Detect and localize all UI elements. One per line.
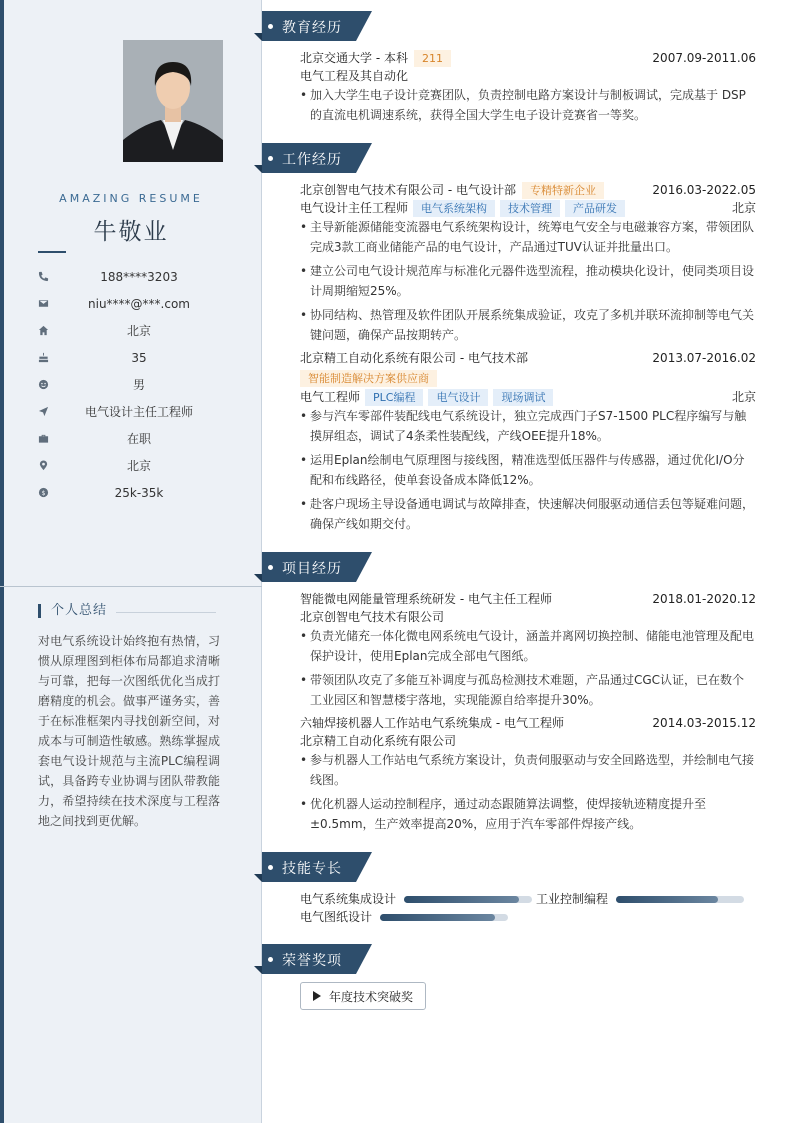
info-gender <box>38 371 238 398</box>
job-2-bullet: • 参与汽车零部件装配线电气系统设计，独立完成西门子S7-1500 PLC程序编写与触摸屏组态，调试了4条柔性装配线，产线OEE提升18%。 <box>300 406 756 446</box>
info-salary <box>38 479 238 506</box>
job-1-city: 北京 <box>731 201 756 215</box>
email-value: niu****@***.com <box>88 296 190 311</box>
project-1-period: 2018.01-2020.12 <box>652 592 756 606</box>
job-2-company: 北京精工自动化系统有限公司 - 电气技术部 <box>300 351 528 365</box>
project-1-bullet: • 带领团队攻克了多能互补调度与孤岛检测技术难题，产品通过CGC认证，已在数个工业园区和智慧楼宇落地，实现能源自给率提升30%。 <box>300 670 756 710</box>
skill-item <box>300 890 532 908</box>
project-1-company: 北京创智电气技术有限公司 <box>300 610 445 624</box>
summary-text: 对电气系统设计始终抱有热情，习惯从原理图到柜体布局都追求清晰与可靠，把每一次图纸优化当成打磨精度的机会。做事严谨务实，善于在标准框架内寻找创新空间，对成本与可制造性敏感。熟练掌握成套电气设计规范与主流PLC编程调试，具备跨专业协调与团队带教能力，希望持续在技术深度与工程落地之间找到更优解。 <box>38 634 220 828</box>
project-2-company: 北京精工自动化系统有限公司 <box>300 734 457 748</box>
summary-heading: 个人总结 <box>38 604 107 618</box>
skill-level-bar <box>616 896 744 903</box>
job-1-tag: 产品研发 <box>565 200 625 217</box>
job-2-tag-row <box>300 370 756 387</box>
project-2-title-row <box>300 714 756 732</box>
job-2-bullet: • 赴客户现场主导设备通电调试与故障排查，快速解决伺服驱动通信丢包等疑难问题，确保产线如期交付。 <box>300 494 756 534</box>
job-2-bullet: • 运用Eplan绘制电气原理图与接线图，精准选型低压器件与传感器，通过优化I/O分配和布线路径，使单套设备成本降低12%。 <box>300 450 756 490</box>
age-value: 35 <box>131 350 147 365</box>
skill-item <box>300 908 508 926</box>
education-school-row <box>300 49 756 67</box>
section-projects-title: 项目经历 <box>282 561 342 577</box>
job-status-value: 在职 <box>126 432 151 446</box>
job-1-company: 北京创智电气技术有限公司 - 电气设计部 <box>300 183 516 197</box>
info-target-position <box>38 398 238 425</box>
skill-name: 电气系统集成设计 <box>300 892 397 906</box>
svg-text:$: $ <box>41 488 46 497</box>
info-phone <box>38 263 238 290</box>
sidebar <box>0 0 262 1123</box>
job-2-company-row <box>300 349 756 367</box>
profile-photo <box>123 40 223 162</box>
contact-info-list <box>38 263 238 506</box>
sidebar-divider <box>0 586 262 587</box>
job-1-period: 2016.03-2022.05 <box>652 183 756 197</box>
section-work-header <box>254 143 372 173</box>
education-major-row <box>300 67 756 85</box>
skill-item <box>536 890 744 908</box>
job-1-company-row <box>300 181 756 199</box>
info-email <box>38 290 238 317</box>
job-2-city: 北京 <box>731 390 756 404</box>
section-skills-title: 技能专长 <box>282 861 342 877</box>
candidate-name: 牛敬业 <box>93 219 169 245</box>
info-residence <box>38 317 238 344</box>
section-skills-header <box>254 852 372 882</box>
job-2-tag: 电气设计 <box>428 389 488 406</box>
award-name: 年度技术突破奖 <box>329 989 414 1004</box>
target-position-value: 电气设计主任工程师 <box>84 405 193 419</box>
job-1-role: 电气设计主任工程师 <box>300 201 409 215</box>
award-item <box>300 982 426 1010</box>
education-period: 2007.09-2011.06 <box>652 51 756 65</box>
project-1-company-row <box>300 608 756 626</box>
project-2-bullet: • 参与机器人工作站电气系统方案设计，负责伺服驱动与安全回路选型，并绘制电气接线图。 <box>300 750 756 790</box>
play-triangle-icon <box>313 991 321 1001</box>
project-1-title-row <box>300 590 756 608</box>
job-2-period: 2013.07-2016.02 <box>652 351 756 365</box>
project-2-bullet: • 优化机器人运动控制程序，通过动态跟随算法调整，使焊接轨迹精度提升至±0.5mm，生产效率提高20%，应用于汽车零部件焊接产线。 <box>300 794 756 834</box>
target-city-value: 北京 <box>126 459 151 473</box>
skill-level-fill <box>616 896 718 903</box>
project-2-period: 2014.03-2015.12 <box>652 716 756 730</box>
major: 电气工程及其自动化 <box>300 69 409 83</box>
job-2-tag: PLC编程 <box>365 389 423 406</box>
section-projects-header <box>254 552 372 582</box>
job-1-bullet: • 协同结构、热管理及软件团队开展系统集成验证，攻克了多机并联环流抑制等电气关键问题，确保产品按期转产。 <box>300 305 756 345</box>
summary-heading-rule <box>116 612 216 613</box>
education-bullet: • 加入大学生电子设计竞赛团队，负责控制电路方案设计与制板调试，完成基于 DSP 的直流电机调速系统，获得全国大学生电子设计竞赛省一等奖。 <box>300 85 756 125</box>
info-age <box>38 344 238 371</box>
job-1-role-row <box>300 199 756 217</box>
skill-level-bar <box>380 914 508 921</box>
skill-level-fill <box>380 914 495 921</box>
main-content <box>262 0 794 1123</box>
skill-level-fill <box>404 896 519 903</box>
info-job-status <box>38 425 238 452</box>
job-2-role-row <box>300 388 756 406</box>
job-1-tag: 技术管理 <box>500 200 560 217</box>
phone-value: 188****3203 <box>100 269 178 284</box>
skill-name: 工业控制编程 <box>536 892 609 906</box>
skill-name: 电气图纸设计 <box>300 910 373 924</box>
job-1-company-tag: 专精特新企业 <box>522 182 604 199</box>
name-underline <box>38 251 66 253</box>
skill-level-bar <box>404 896 532 903</box>
section-education-title: 教育经历 <box>282 20 342 36</box>
project-2-name: 六轴焊接机器人工作站电气系统集成 - 电气工程师 <box>300 716 564 730</box>
job-1-tag: 电气系统架构 <box>413 200 495 217</box>
job-2-role: 电气工程师 <box>300 390 361 404</box>
section-awards-title: 荣誉奖项 <box>282 953 342 969</box>
job-2-company-tag: 智能制造解决方案供应商 <box>300 370 437 387</box>
job-1-bullet: • 主导新能源储能变流器电气系统架构设计，统筹电气安全与电磁兼容方案，带领团队完成3款工商业储能产品的电气设计，产品通过TUV认证并批量出口。 <box>300 217 756 257</box>
project-1-name: 智能微电网能量管理系统研发 - 电气主任工程师 <box>300 592 552 606</box>
salary-value: 25k-35k <box>114 485 164 500</box>
section-awards-header <box>254 944 372 974</box>
school-name: 北京交通大学 - 本科 <box>300 51 408 65</box>
school-badge: 211 <box>414 50 451 67</box>
resume-tagline: AMAZING RESUME <box>59 192 203 205</box>
gender-value: 男 <box>132 378 145 392</box>
residence-value: 北京 <box>126 324 151 338</box>
info-target-city <box>38 452 238 479</box>
project-2-company-row <box>300 732 756 750</box>
job-2-tag: 现场调试 <box>493 389 553 406</box>
sidebar-accent-edge <box>0 0 4 1123</box>
section-education-header <box>254 11 372 41</box>
project-1-bullet: • 负责光储充一体化微电网系统电气设计，涵盖并离网切换控制、储能电池管理及配电保护设计，使用Eplan完成全部电气图纸。 <box>300 626 756 666</box>
job-1-bullet: • 建立公司电气设计规范库与标准化元器件选型流程，推动模块化设计，使同类项目设计周期缩短25%。 <box>300 261 756 301</box>
section-work-title: 工作经历 <box>282 152 342 168</box>
